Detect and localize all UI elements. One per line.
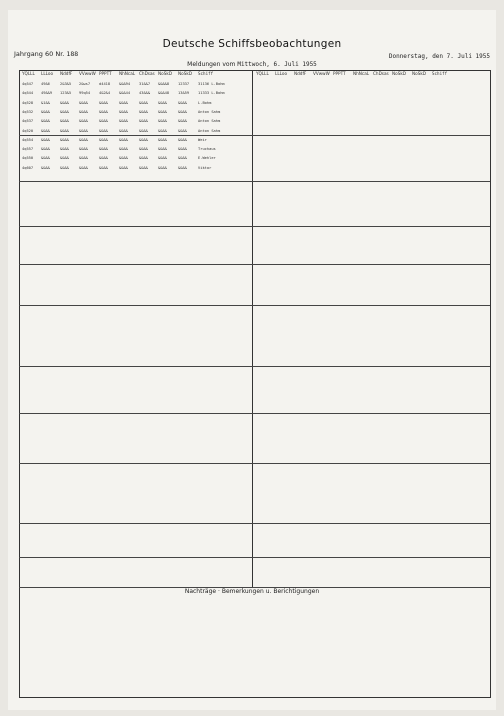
column-header-cell: LLLoo [41, 71, 54, 76]
table-cell: &&&& [178, 156, 187, 161]
group-divider [19, 523, 490, 524]
table-cell: 4q520 [22, 128, 34, 133]
table-cell: &&&& [60, 119, 69, 124]
table-cell: &&&& [158, 109, 167, 114]
table-cell: 31&&7 [139, 82, 151, 86]
table-cell: &&&& [60, 156, 69, 161]
table-cell: &&&& [158, 128, 167, 133]
table-cell: &&&& [139, 109, 148, 114]
table-cell: 99q54 [79, 91, 91, 96]
table-cell: &&&& [79, 128, 88, 133]
table-cell: 2&ws7 [79, 82, 91, 86]
table-cell: &&&48 [158, 91, 170, 96]
group-divider [19, 463, 490, 464]
table-cell: &&&44 [119, 91, 131, 96]
table-cell: &&&& [158, 156, 167, 161]
table-row [22, 166, 250, 175]
column-header-cell: NddfF [294, 71, 307, 76]
table-cell: L.Bohm [198, 100, 212, 105]
column-header-cell: NhNcaL [353, 71, 370, 76]
table-cell: &&&& [41, 165, 50, 170]
column-header-cell: LLLoo [275, 71, 288, 76]
table-cell: &&&& [139, 128, 148, 133]
table-cell: &&&& [41, 119, 50, 124]
table-cell: &&&& [178, 109, 187, 114]
table-cell: 11333 L.Bohm [198, 91, 225, 96]
table-cell: &&&& [119, 128, 128, 133]
table-cell: &&&& [60, 165, 69, 170]
column-header-cell: Schiff [198, 71, 214, 76]
table-cell: &&&& [178, 137, 187, 142]
table-cell: &&&& [41, 156, 50, 161]
table-cell: 123&5 [60, 91, 72, 96]
column-header-cell: NhNcaL [119, 71, 136, 76]
table-cell: &&&& [119, 100, 128, 105]
table-cell: &&&& [60, 137, 69, 142]
table-cell: 4q550 [22, 156, 34, 161]
table-cell: &&&& [99, 156, 108, 161]
table-cell: &1&& [41, 100, 50, 105]
table-cell: &&&& [79, 147, 88, 152]
table-cell: &&&& [158, 137, 167, 142]
column-header-cell: PPPTT [99, 71, 112, 76]
table-cell: 2&3&5 [60, 82, 72, 86]
table-cell: 4q607 [22, 165, 34, 170]
table-cell: &&&& [99, 119, 108, 124]
table-cell: &&&& [99, 100, 108, 105]
table-cell: 4q547 [22, 82, 34, 86]
column-header-left [22, 71, 250, 80]
table-cell: &&&& [99, 128, 108, 133]
table-cell: &&&& [139, 119, 148, 124]
column-header-cell: YQLLL [256, 71, 269, 76]
table-cell: &&&& [79, 109, 88, 114]
table-cell: &&&94 [119, 82, 131, 86]
group-divider [19, 413, 490, 414]
table-row [22, 82, 250, 91]
table-cell: &&&& [178, 165, 187, 170]
table-cell: &&&& [178, 100, 187, 105]
table-cell: 4q537 [22, 119, 34, 124]
center-divider [252, 70, 253, 587]
column-header-cell: NoSkD [392, 71, 407, 76]
table-cell: &&&& [139, 165, 148, 170]
table-row [22, 110, 250, 119]
report-number: 188 [66, 50, 79, 58]
table-cell: &&&& [41, 109, 50, 114]
table-cell: &&&& [41, 147, 50, 152]
table-cell: &&&&8 [158, 82, 170, 86]
table-cell: d4418 [99, 82, 111, 86]
jahrgang-text: Jahrgang 60 Nr. [14, 50, 65, 58]
column-header-cell: VVwwW [313, 71, 330, 76]
column-header-cell: YQLLL [22, 71, 35, 76]
table-cell: &&&& [41, 128, 50, 133]
table-cell: 49&6 [41, 82, 50, 86]
table-cell: &&&& [99, 109, 108, 114]
column-header-cell: NoSkD [158, 71, 173, 76]
table-cell: &&&& [178, 128, 187, 133]
table-cell: 4q544 [22, 91, 34, 96]
table-row [22, 91, 250, 100]
table-cell: &&&& [119, 109, 128, 114]
table-cell: Anton Sahm [198, 128, 221, 133]
group-divider [19, 181, 490, 182]
table-cell: &&&& [158, 100, 167, 105]
table-cell: &&&& [178, 119, 187, 124]
table-cell: Truchaus [198, 147, 216, 152]
column-header-cell: Schiff [432, 71, 448, 76]
table-row [22, 129, 250, 138]
table-cell: &&&& [79, 119, 88, 124]
table-cell: &&&& [139, 156, 148, 161]
group-divider [19, 557, 490, 558]
group-divider [19, 264, 490, 265]
table-row [22, 147, 250, 156]
table-cell: 4q528 [22, 100, 34, 105]
group-divider [19, 135, 490, 136]
table-cell: &&&& [79, 156, 88, 161]
table-cell: 4q554 [22, 137, 34, 142]
column-header-cell: NoSkD [178, 71, 193, 76]
table-cell: &&&& [60, 100, 69, 105]
table-row [22, 156, 250, 165]
column-header-right [256, 71, 484, 80]
table-cell: &&&& [178, 147, 187, 152]
table-cell: &&&& [60, 147, 69, 152]
table-cell: Viktor [198, 165, 212, 170]
column-header-cell: VVwwW [79, 71, 96, 76]
column-header-cell: ChDsas [139, 71, 155, 76]
remarks-label: Nachträge · Bemerkungen u. Berichtigungen [184, 588, 320, 595]
table-cell: &&&& [79, 165, 88, 170]
meldungen-date: Mittwoch, 6. Juli 1955 [237, 61, 317, 68]
table-cell: &&&& [158, 119, 167, 124]
table-cell: 12337 [178, 82, 190, 86]
group-divider [19, 226, 490, 227]
table-cell: E.Wehler [198, 156, 216, 161]
table-cell: 13&59 [178, 91, 190, 96]
table-cell: Anton Sahm [198, 119, 221, 124]
page-title: Deutsche Schiffsbeobachtungen [162, 38, 342, 50]
table-cell: &&&& [139, 137, 148, 142]
table-cell: &&&& [99, 147, 108, 152]
table-cell: 31136 L.Bohm [198, 82, 225, 86]
issue-date: Donnerstag, den 7. Juli 1955 [388, 53, 490, 60]
column-header-cell: NoSkD [412, 71, 427, 76]
table-cell: 4q532 [22, 109, 34, 114]
table-cell: &&&& [158, 147, 167, 152]
table-cell: &&&& [158, 165, 167, 170]
table-cell: &&&& [79, 100, 88, 105]
table-cell: 4q557 [22, 147, 34, 152]
column-header-cell: PPPTT [333, 71, 346, 76]
table-cell: Weir [198, 137, 207, 142]
table-cell: &&&& [119, 156, 128, 161]
table-cell: &&&& [119, 165, 128, 170]
group-divider [19, 305, 490, 306]
group-divider [19, 366, 490, 367]
column-header-cell: NddfF [60, 71, 73, 76]
table-row [22, 138, 250, 147]
table-cell: &&&& [60, 128, 69, 133]
table-cell: 49&&9 [41, 91, 53, 96]
meldungen-line [0, 61, 504, 68]
table-cell: &&&& [119, 137, 128, 142]
table-cell: Anton Sahm [198, 109, 221, 114]
table-cell: 4&2&4 [99, 91, 111, 96]
table-cell: &&&& [99, 165, 108, 170]
table-cell: &&&& [139, 100, 148, 105]
jahrgang-label [14, 50, 78, 58]
table-cell: &&&& [139, 147, 148, 152]
table-cell: &&&& [99, 137, 108, 142]
table-cell: &&&& [119, 119, 128, 124]
table-cell: &&&& [119, 147, 128, 152]
table-row [22, 119, 250, 128]
column-header-cell: ChDsas [373, 71, 389, 76]
table-cell: 43&&& [139, 91, 151, 96]
table-cell: &&&& [60, 109, 69, 114]
meldungen-label: Meldungen vom [187, 61, 236, 68]
table-row [22, 101, 250, 110]
table-cell: &&&& [79, 137, 88, 142]
table-cell: &&&& [41, 137, 50, 142]
